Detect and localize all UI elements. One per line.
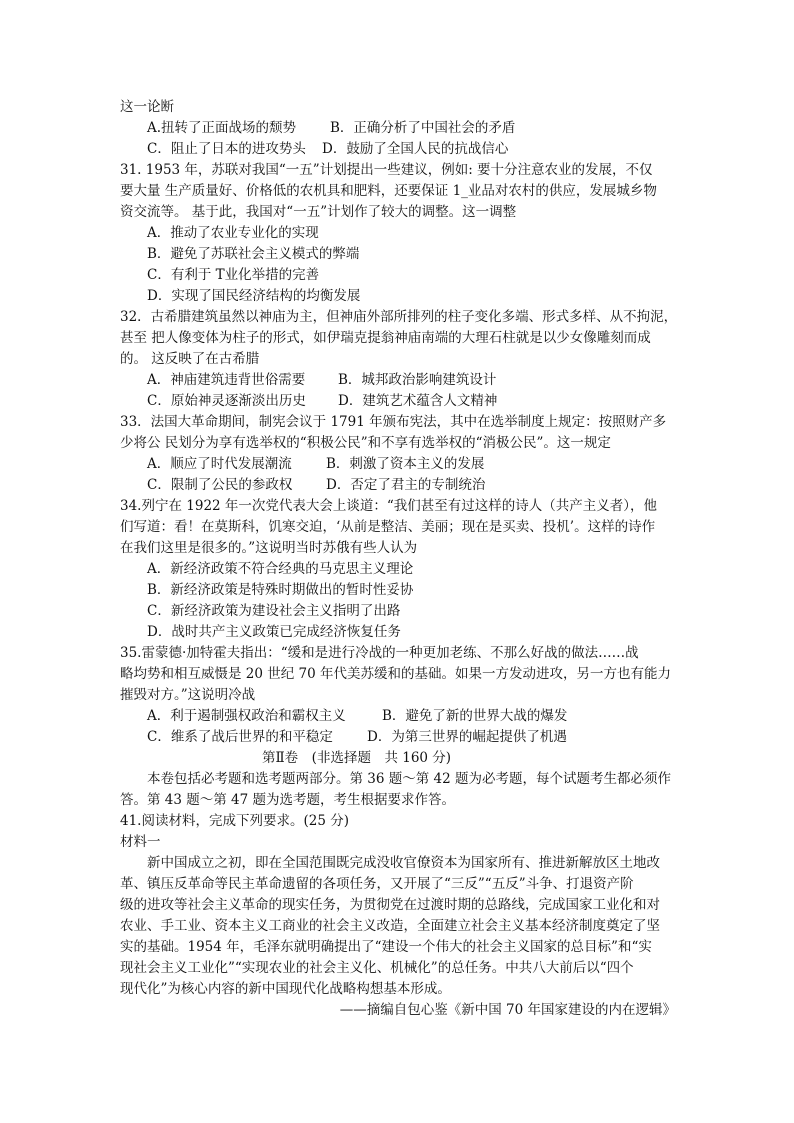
question-32-stem: 甚至 把人像变体为柱子的形式，如伊瑞克提翁神庙南端的大理石柱就是以少女像雕刻而成 xyxy=(120,330,651,346)
question-34-stem: 们写道：看！在莫斯科，饥寒交迫，‘从前是整洁、美丽；现在是买卖、投机’。这样的诗作 xyxy=(120,519,656,535)
option-d: D．建筑艺术蕴含人文精神 xyxy=(338,393,498,409)
option-a: A．新经济政策不符合经典的马克思主义理论 xyxy=(147,561,414,577)
material-paragraph: 新中国成立之初，即在全国范围既完成没收官僚资本为国家所有、推进新解放区土地改 xyxy=(147,855,660,871)
question-35-stem: 摧毁对方。”这说明冷战 xyxy=(120,687,256,703)
question-31-stem: 资交流等。 基于此，我国对“一五”计划作了较大的调整。这一调整 xyxy=(120,204,517,220)
option-d: D．否定了君主的专制统治 xyxy=(326,477,486,493)
option-d: D．实现了国民经济结构的均衡发展 xyxy=(147,288,361,304)
question-31-stem: 要大量 生产质量好、价格低的农机具和肥料，还要保证 1_业品对农村的供应，发展城乡物 xyxy=(120,183,657,199)
option-c: C．阻止了日本的进攻势头 xyxy=(147,141,306,157)
question-31-stem: 31. 1953 年，苏联对我国“一五”计划提出一些建议，例如: 要十分注意农业的发展，不仅 xyxy=(120,162,653,178)
material-paragraph: 革、镇压反革命等民主革命遗留的各项任务，又开展了“三反”“五反”斗争、打退资产阶 xyxy=(120,876,634,892)
question-35-stem: 35.雷蒙德·加特霍夫指出：“缓和是进行冷战的一种更加老练、不那么好战的做法……战 xyxy=(120,645,639,661)
option-d: D．为第三世界的崛起提供了机遇 xyxy=(367,729,567,745)
option-a: A．顺应了时代发展潮流 xyxy=(147,456,292,472)
option-a: A．推动了农业专业化的实现 xyxy=(147,225,319,241)
option-c: C．维系了战后世界的和平稳定 xyxy=(147,729,333,745)
material-source: ——摘编自包心鉴《新中国 70 年国家建设的内在逻辑》 xyxy=(339,1002,676,1018)
question-32-stem: 的。 这反映了在古希腊 xyxy=(120,351,260,367)
material-paragraph: 级的进攻等社会主义革命的现实任务，为贯彻党在过渡时期的总路线，完成国家工业化和对 xyxy=(120,897,660,913)
material-paragraph: 实的基础。1954 年，毛泽东就明确提出了“建设一个伟大的社会主义国家的总目标”和“实 xyxy=(120,939,652,955)
option-c: C．有利于 T业化举措的完善 xyxy=(147,267,320,283)
option-b: B．避免了新的世界大战的爆发 xyxy=(382,708,568,724)
section-intro: 答。第 43 题～第 47 题为选考题，考生根据要求作答。 xyxy=(120,792,456,808)
option-c: C．限制了公民的参政权 xyxy=(147,477,293,493)
question-34-stem: 在我们这里是很多的。”这说明当时苏俄有些人认为 xyxy=(120,540,418,556)
option-b: B．新经济政策是特殊时期做出的暂时性妥协 xyxy=(147,582,414,598)
question-33-stem: 少将公 民划分为享有选举权的“积极公民”和不享有选举权的“消极公民”。这一规定 xyxy=(120,435,611,451)
material-paragraph: 现代化”为核心内容的新中国现代化战略构想基本形成。 xyxy=(120,981,451,997)
option-b: B．正确分析了中国社会的矛盾 xyxy=(330,120,516,136)
option-a: A．利于遏制强权政治和霸权主义 xyxy=(147,708,346,724)
question-35-stem: 略均势和相互威慑是 20 世纪 70 年代美苏缓和的基础。如果一方发动进攻，另一方也有能力 xyxy=(120,666,672,682)
question-30-stem-end: 这一论断 xyxy=(120,99,174,115)
option-c: C．新经济政策为建设社会主义指明了出路 xyxy=(147,603,401,619)
material-paragraph: 农业、手工业、资本主义工商业的社会主义改造，全面建立社会主义基本经济制度奠定了坚 xyxy=(120,918,660,934)
option-b: B．避免了苏联社会主义模式的弊端 xyxy=(147,246,360,262)
material-paragraph: 现社会主义工业化”“实现农业的社会主义化、机械化”的总任务。中共八大前后以“四个 xyxy=(120,960,634,976)
option-d: D．战时共产主义政策已完成经济恢复任务 xyxy=(147,624,401,640)
material-1-label: 材料一 xyxy=(120,834,161,850)
question-33-stem: 33．法国大革命期间，制宪会议于 1791 年颁布宪法，其中在选举制度上规定：按照财产多 xyxy=(120,414,667,430)
option-d: D．鼓励了全国人民的抗战信心 xyxy=(322,141,509,157)
option-a: A．神庙建筑违背世俗需要 xyxy=(147,372,306,388)
question-32-stem: 32．古希腊建筑虽然以神庙为主，但神庙外部所排列的柱子变化多端、形式多样、从不拘泥， xyxy=(120,309,678,325)
section-2-heading: 第Ⅱ卷 (非选择题 共 160 分) xyxy=(262,750,452,766)
option-c: C．原始神灵逐渐淡出历史 xyxy=(147,393,306,409)
option-a: A.扭转了正面战场的颓势 xyxy=(147,120,297,136)
option-b: B．城邦政治影响建筑设计 xyxy=(338,372,497,388)
section-intro: 本卷包括必考题和选考题两部分。第 36 题～第 42 题为必考题，每个试题考生都必须作 xyxy=(147,771,672,787)
question-34-stem: 34.列宁在 1922 年一次党代表大会上谈道：“我们甚至有过这样的诗人（共产主义者），他 xyxy=(120,498,658,514)
option-b: B．刺激了资本主义的发展 xyxy=(326,456,485,472)
question-41-heading: 41.阅读材料，完成下列要求。(25 分) xyxy=(120,813,349,829)
